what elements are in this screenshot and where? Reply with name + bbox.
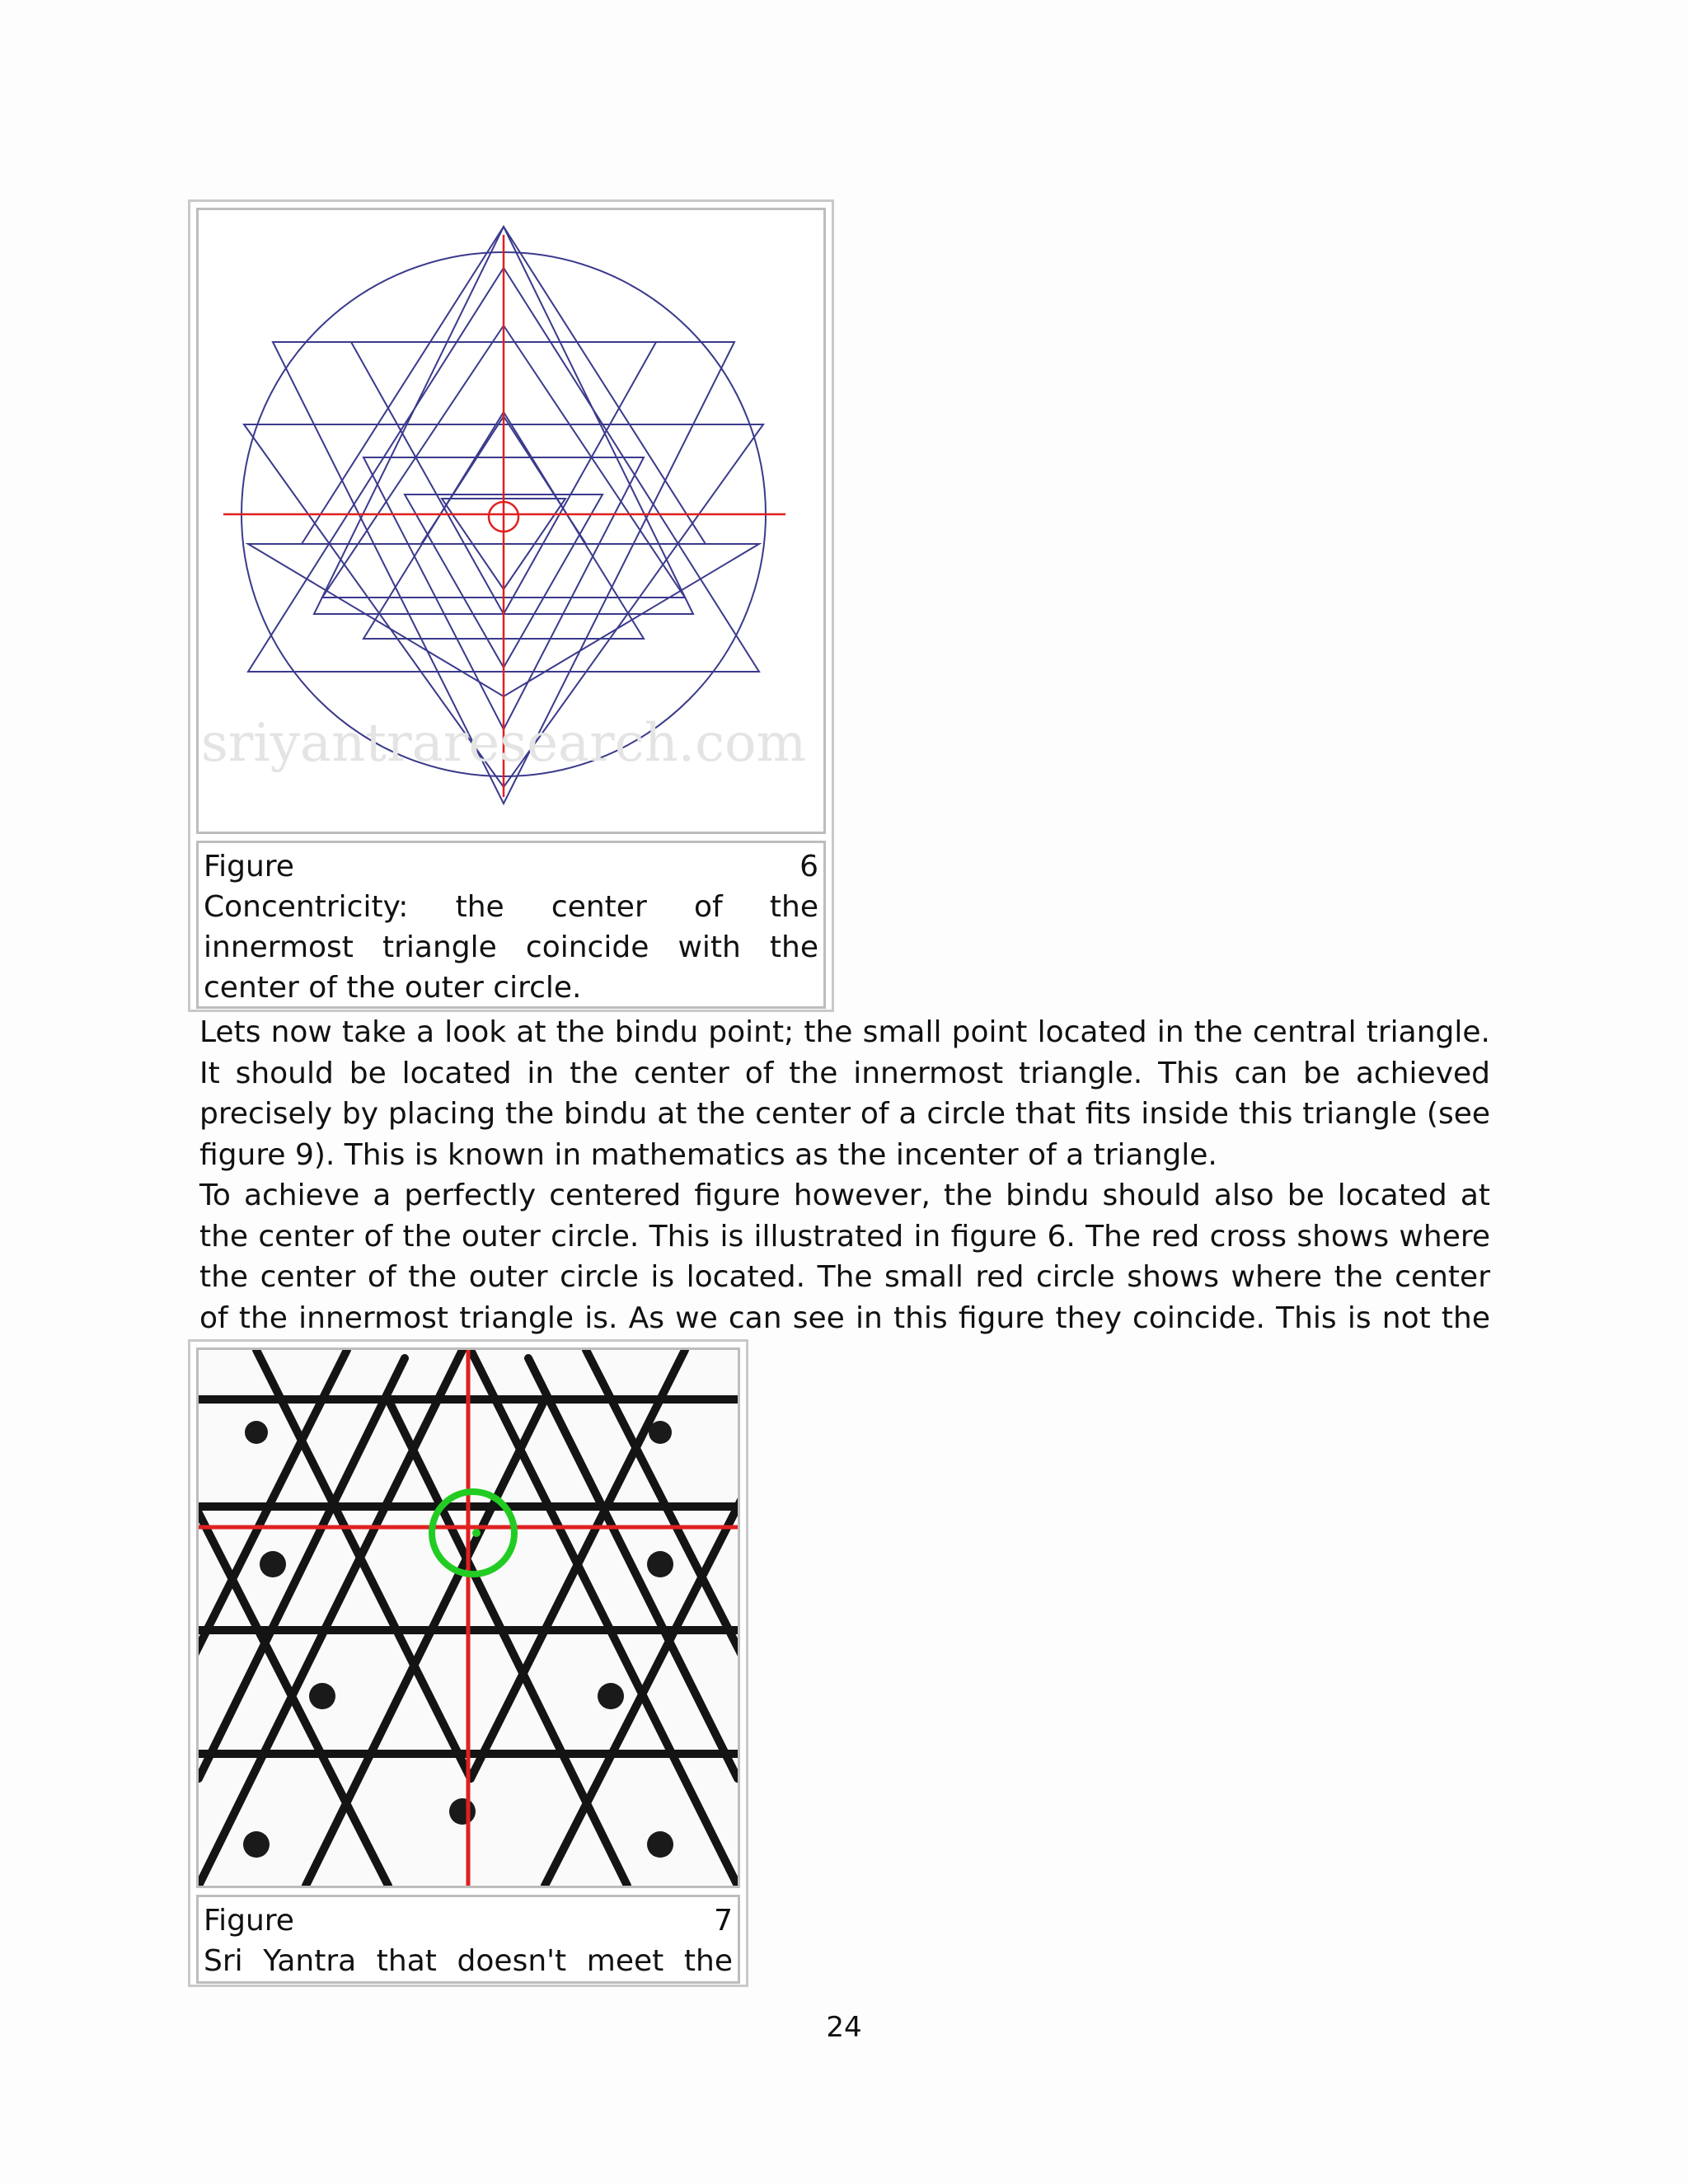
figure-6 xyxy=(188,199,834,1012)
figure-7-number: 7 xyxy=(714,1904,733,1938)
figure-7-image xyxy=(196,1347,740,1888)
figure-6-label: Figure xyxy=(204,850,294,883)
yantra-closeup-diagram xyxy=(199,1350,738,1886)
body-text xyxy=(199,1012,1490,1380)
paragraph-2: To achieve a perfectly centered figure however, the bindu should also be located at the center of the outer circle. This is illustrated in figure 6. The red cross shows where the center of the outer circle is located. The small red circle shows where the center of the innermost triangle is. As we can see in this figure they coincide. This is not the xyxy=(199,1179,1490,1335)
figure-6-caption xyxy=(196,841,826,1009)
sri-yantra-diagram xyxy=(199,210,823,832)
figure-6-caption-text: Concentricity: the center of the innermost triangle coincide with the center of the outer circle. xyxy=(204,890,818,1005)
figure-7 xyxy=(188,1339,748,1987)
figure-7-label: Figure xyxy=(204,1904,294,1938)
figure-6-number: 6 xyxy=(799,850,818,883)
watermark: sriyantraresearch.com xyxy=(200,713,807,774)
green-center-dot xyxy=(472,1529,481,1537)
figure-7-caption xyxy=(196,1895,740,1984)
page-number: 24 xyxy=(826,2011,862,2044)
figure-7-caption-text: Sri Yantra that doesn't meet the xyxy=(204,1944,733,1978)
paragraph-1: Lets now take a look at the bindu point; the small point located in the central triangle. It should be located in the center of the innermost triangle. This can be achieved precisely by placing the bindu at the center of a circle that fits inside this triangle (see figure 9). This is known in mathematics as the incenter of a triangle. xyxy=(199,1015,1490,1172)
figure-6-image xyxy=(196,208,826,834)
